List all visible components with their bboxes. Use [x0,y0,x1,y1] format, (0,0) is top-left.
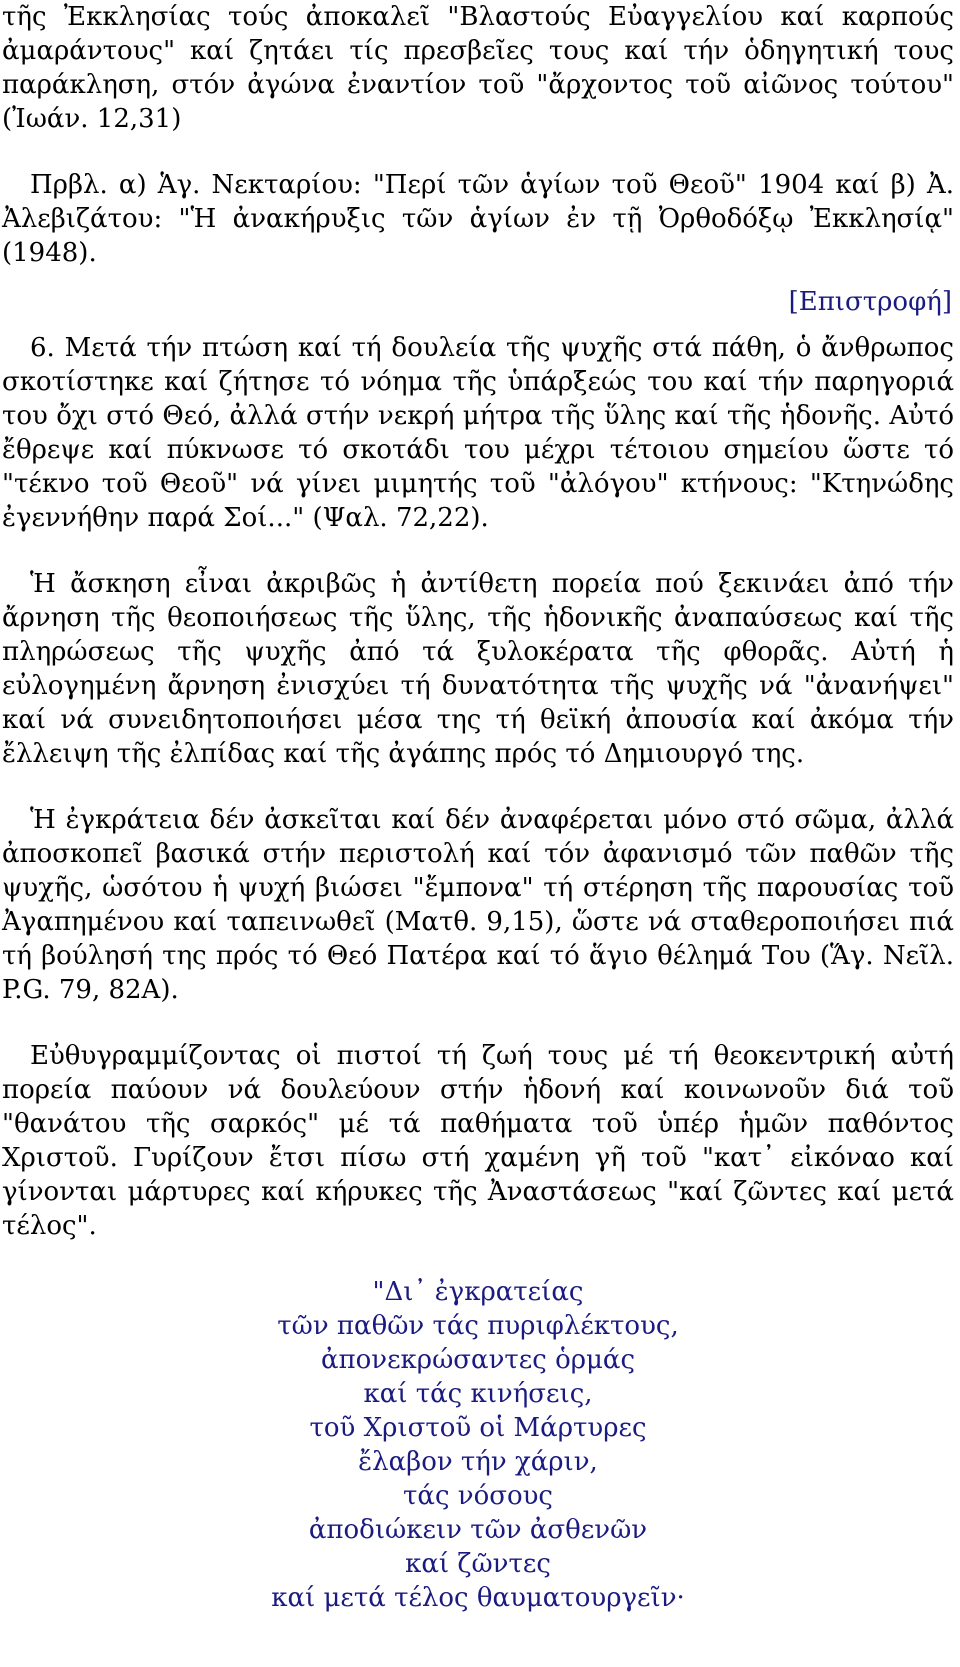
faithful-text: Εὐθυγραμμίζοντας οἱ πιστοί τή ζωή τους μέ τή θεοκεντρική αὐτή πορεία παύουν νά δουλεύουν στήν ἡδονή καί κοινωνοῦν διά τοῦ "θανάτου τῆς σαρκός" μέ τά παθήματα τοῦ ὑπέρ ἡμῶν παθόντος Χριστοῦ. Γυρίζουν ἔτσι πίσω στή χαμένη γῆ τοῦ "κατ᾽ εἰκόναο καί γίνονται μάρτυρες καί κήρυκες τῆς Ἀναστάσεως "καί ζῶντες καί μετά τέλος". [2,1041,954,1241]
paragraph-faithful [2,1039,954,1243]
paragraph-enkrateia [2,803,954,1007]
enkrateia-text: Ἡ ἐγκράτεια δέν ἀσκεῖται καί δέν ἀναφέρεται μόνο στό σῶμα, ἀλλά ἀποσκοπεῖ βασικά στήν περιστολή καί τόν ἀφανισμό τῶν παθῶν τῆς ψυχῆς, ὡσότου ἡ ψυχή βιώσει "ἔμπονα" τή στέρηση τῆς παρουσίας τοῦ Ἀγαπημένου καί ταπεινωθεῖ (Ματθ. 9,15), ὥστε νά σταθεροποιήσει πιά τή βούλησή της πρός τό Θεό Πατέρα καί τό ἅγιο θέλημά Του (Ἅγ. Νεῖλ. P.G. 79, 82Α). [2,805,954,1005]
hymn-line: καί τάς κινήσεις, [363,1379,593,1409]
hymn-line: ἀπονεκρώσαντες ὁρμάς [320,1345,636,1375]
paragraph-askesis [2,567,954,771]
paragraph-note-6 [2,331,954,535]
hymn-line: καί μετά τέλος θαυματουργεῖν· [271,1583,685,1613]
hymn-line: "Δι᾽ ἐγκρατείας [372,1277,584,1307]
paragraph-saints-intercession: τῆς Ἐκκλησίας τούς ἀποκαλεῖ "Βλαστούς Εὐαγγελίου καί καρπούς ἀμαράντους" καί ζητάει τίς πρεσβεῖες τους καί τήν ὁδηγητική τους παράκληση, στόν ἀγώνα ἐναντίον τοῦ "ἄρχοντος τοῦ αἰῶνος τούτου" (Ἰωάν. 12,31) [2,2,954,134]
note-6-text: 6. Μετά τήν πτώση καί τή δουλεία τῆς ψυχῆς στά πάθη, ὁ ἄνθρωπος σκοτίστηκε καί ζήτησε τό νόημα τῆς ὑπάρξεώς του καί τήν παρηγοριά του ὄχι στό Θεό, ἀλλά στήν νεκρή μήτρα τῆς ὕλης καί τῆς ἡδονῆς. Αὐτό ἔθρεψε καί πύκνωσε τό σκοτάδι του μέχρι τέτοιου σημείου ὥστε τό "τέκνο τοῦ Θεοῦ" νά γίνει μιμητής τοῦ "ἀλόγου" κτήνους: "Κτηνώδης ἐγεννήθην παρά Σοί..." (Ψαλ. 72,22). [2,333,954,533]
spacer [2,270,954,285]
hymn-line: τῶν παθῶν τάς πυριφλέκτους, [277,1311,679,1341]
paragraph-references [2,168,954,270]
paragraph-gap [2,136,954,168]
hymn-line: τοῦ Χριστοῦ οἱ Μάρτυρες [309,1413,647,1443]
spacer [2,319,954,331]
hymn-line: ἀποδιώκειν τῶν ἀσθενῶν [308,1515,648,1545]
paragraph-gap [2,1007,954,1039]
references-text: Πρβλ. α) Ἁγ. Νεκταρίου: "Περί τῶν ἁγίων τοῦ Θεοῦ" 1904 καί β) Ἀ. Ἀλεβιζάτου: "Ἡ ἀνακήρυξις τῶν ἁγίων ἐν τῇ Ὀρθοδόξῳ Ἐκκλησίᾳ" (1948). [2,170,954,268]
paragraph-gap [2,771,954,803]
return-link[interactable]: [Επιστροφή] [788,287,952,317]
paragraph-gap [2,535,954,567]
paragraph-gap [2,1243,954,1275]
return-link-line [2,285,954,319]
hymn-line: ἔλαβον τήν χάριν, [358,1447,598,1477]
askesis-text: Ἡ ἄσκηση εἶναι ἀκριβῶς ἡ ἀντίθετη πορεία πού ξεκινάει ἀπό τήν ἄρνηση τῆς θεοποιήσεως τῆς ὕλης, τῆς ἡδονικῆς ἀναπαύσεως καί τῆς πληρώσεως τῆς ψυχῆς ἀπό τά ξυλοκέρατα τῆς φθορᾶς. Αὐτή ἡ εὐλογημένη ἄρνηση ἐνισχύει τή δυνατότητα τῆς ψυχῆς νά "ἀνανήψει" καί νά συνειδητοποιήσει μέσα της τή θεϊκή ἀπουσία καί ἀκόμα τήν ἔλλειψη τῆς ἐλπίδας καί τῆς ἀγάπης πρός τό Δημιουργό της. [2,569,954,769]
hymn-line: τάς νόσους [403,1481,553,1511]
hymn-quote [2,1275,954,1615]
hymn-line: καί ζῶντες [405,1549,551,1579]
